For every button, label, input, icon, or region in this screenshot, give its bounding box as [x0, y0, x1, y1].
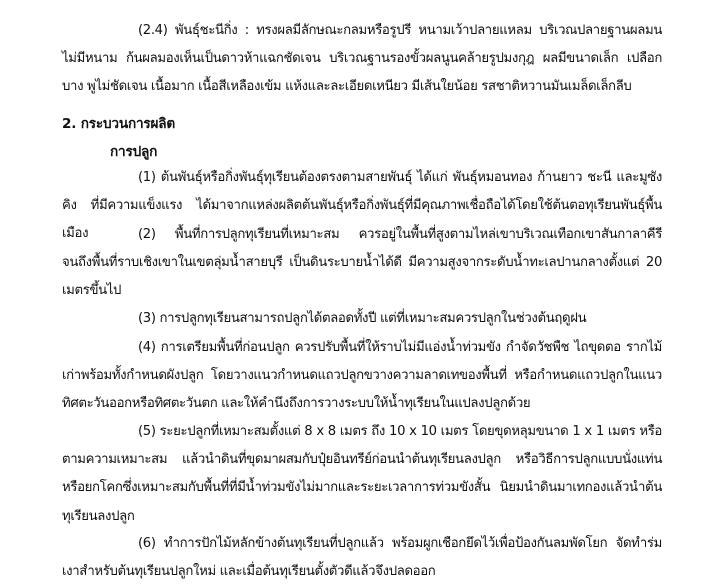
- variety-paragraph: (2.4) พันธุ์ชะนีกิ่ง : ทรงผลมีลักษณะกลมหรือรูปรี หนามเว้าปลายแหลม บริเวณปลายฐานผลมนไม่มีหนาม ก้นผลมองเห็นเป็นดาวห้าแฉกชัดเจน บริเวณฐานรองขั้วผลนูนคล้ายรูปมงกุฎ ผลมีขนาดเล็ก เปลือกบาง พูไม่ชัดเจน เนื้อมาก เนื้อสีเหลืองเข้ม แห้งและละเอียดเหนียว มีเส้นใยน้อย รสชาติหวานมันเมล็ดเล็กลีบ: [62, 23, 662, 95]
- list-item: (3) การปลูกทุเรียนสามารถปลูกได้ตลอดทั้งปี แต่ที่เหมาะสมควรปลูกในช่วงต้นฤดูฝน: [138, 311, 587, 326]
- list-item: (4) การเตรียมพื้นที่ก่อนปลูก ควรปรับพื้นที่ให้ราบไม่มีแอ่งน้ำท่วมขัง กำจัดวัชพืช ไถขุดตอ รากไม้เก่าพร้อมทั้งกำหนดผังปลูก โดยวางแนวกำหนดแถวปลูกขวางความลาดเทของพื้นที่ หรือกำหนดแถวปลูกในแนวทิศตะวันออกหรือทิศตะวันตก และให้คำนึงถึงการวางระบบให้น้ำทุเรียนในแปลงปลูกด้วย: [62, 340, 662, 412]
- sub-heading: การปลูก: [110, 144, 158, 160]
- section-heading: 2. กระบวนการผลิต: [62, 116, 176, 132]
- list-item: (6) ทำการปักไม้หลักข้างต้นทุเรียนที่ปลูกแล้ว พร้อมผูกเชือกยึดไว้เพื่อป้องกันลมพัดโยก จัดทำร่มเงาสำหรับต้นทุเรียนปลูกใหม่ และเมื่อต้นทุเรียนตั้งตัวดีแล้วจึงปลดออก: [62, 536, 662, 580]
- list-item: (1) ต้นพันธุ์หรือกิ่งพันธุ์ทุเรียนต้องตรงตามสายพันธุ์ ได้แก่ พันธุ์หมอนทอง ก้านยาว ชะนี และมูซังคิง ที่มีความแข็งแรง ได้มาจากแหล่งผลิตต้นพันธุ์หรือกิ่งพันธุ์ที่มีคุณภาพเชื่อถือได้โดยใช้ต้นตอทุเรียนพันธุ์พื้นเมือง: [62, 170, 662, 242]
- list-item: (2) พื้นที่การปลูกทุเรียนที่เหมาะสม ควรอยู่ในพื้นที่สูงตามไหล่เขาบริเวณเทือกเขาสันกาลาคีรี จนถึงพื้นที่ราบเชิงเขาในเขตลุ่มน้ำสายบุรี เป็นดินระบายน้ำได้ดี มีความสูงจากระดับน้ำทะเลปานกลางตั้งแต่ 20 เมตรขึ้นไป: [62, 227, 662, 299]
- list-item: (5) ระยะปลูกที่เหมาะสมตั้งแต่ 8 x 8 เมตร ถึง 10 x 10 เมตร โดยขุดหลุมขนาด 1 x 1 เมตร หรือตามความเหมาะสม แล้วนำดินที่ขุดมาผสมกับปุ๋ยอินทรีย์ก่อนนำต้นทุเรียนลงปลูก หรือวิธีการปลูกแบบนั่งแท่นหรือยกโคกซึ่งเหมาะสมกับพื้นที่ที่มีน้ำท่วมขังไม่มากและระยะเวลาการท่วมขังสั้น นิยมนำดินมาเทกองแล้วนำต้นทุเรียนลงปลูก: [62, 424, 662, 524]
